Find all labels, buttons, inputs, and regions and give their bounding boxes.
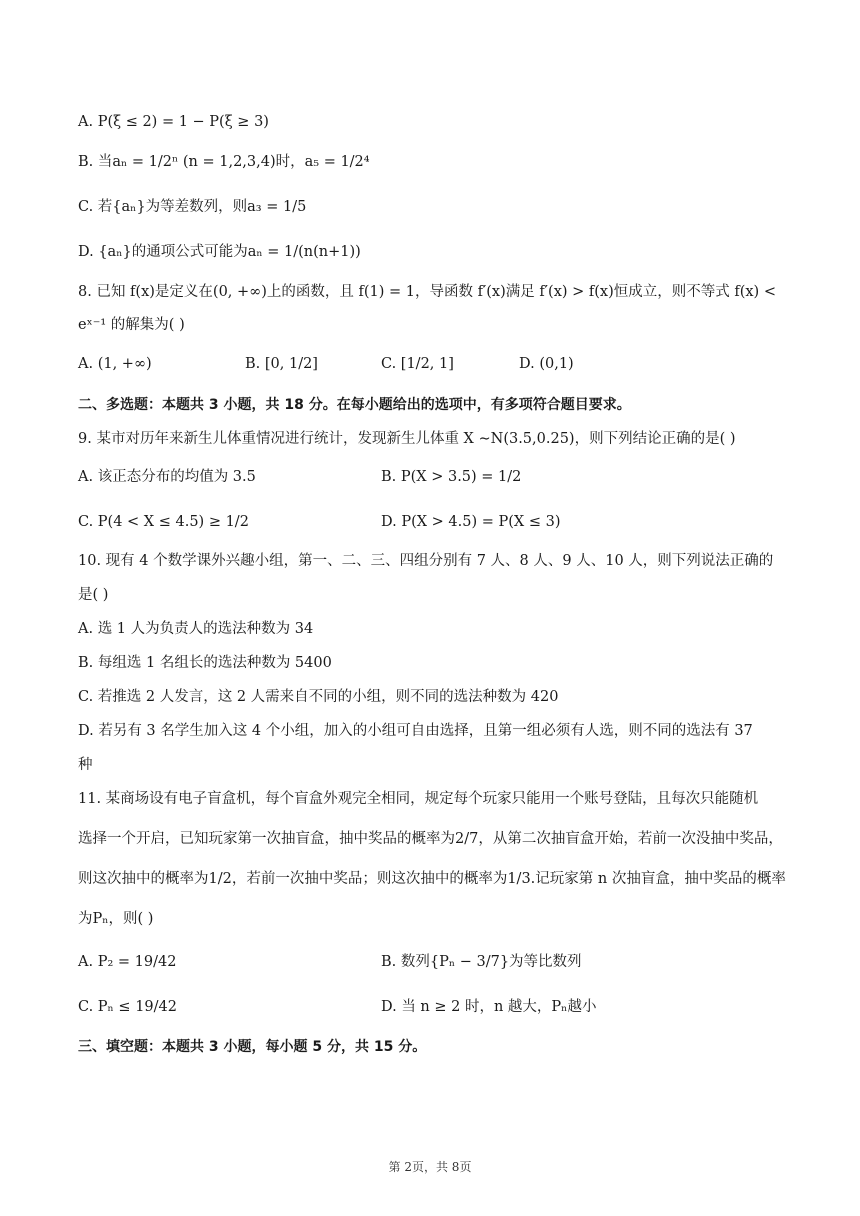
q9-stem: 9. 某市对历年来新生儿体重情况进行统计，发现新生儿体重 X ∼N(3.5,0.25)，则下列结论正确的是( ) bbox=[78, 431, 736, 447]
q11-stem-line1: 11. 某商场设有电子盲盒机，每个盲盒外观完全相同，规定每个玩家只能用一个账号登陆，且每次只能随机 bbox=[78, 791, 759, 807]
q11-option-a: A. P₂ = 19/42 bbox=[78, 954, 177, 970]
q10-option-b: B. 每组选 1 名组长的选法种数为 5400 bbox=[78, 655, 332, 671]
q11-stem-line4: 为Pₙ，则( ) bbox=[78, 911, 154, 927]
q11-stem-line3: 则这次抽中的概率为1/2，若前一次抽中奖品；则这次抽中的概率为1/3.记玩家第 n 次抽盲盒，抽中奖品的概率 bbox=[78, 871, 786, 887]
q7-option-d: D. {aₙ}的通项公式可能为aₙ = 1/(n(n+1)) bbox=[78, 244, 361, 260]
q8-stem-line1: 8. 已知 f(x)是定义在(0, +∞)上的函数，且 f(1) = 1，导函数 f′(x)满足 f′(x) > f(x)恒成立，则不等式 f(x) < bbox=[78, 284, 776, 300]
q8-option-d: D. (0,1) bbox=[519, 356, 574, 372]
section-heading-multiple-choice: 二、多选题：本题共 3 小题，共 18 分。在每小题给出的选项中，有多项符合题目要求。 bbox=[78, 397, 631, 413]
q10-stem-line2: 是( ) bbox=[78, 587, 109, 603]
q8-option-a: A. (1, +∞) bbox=[78, 356, 152, 372]
q10-stem-line1: 10. 现有 4 个数学课外兴趣小组，第一、二、三、四组分别有 7 人、8 人、9 人、10 人，则下列说法正确的 bbox=[78, 553, 774, 569]
q8-option-b: B. [0, 1/2] bbox=[245, 356, 318, 372]
q10-option-d-line1: D. 若另有 3 名学生加入这 4 个小组，加入的小组可自由选择，且第一组必须有人选，则不同的选法有 37 bbox=[78, 723, 753, 739]
q11-option-c: C. Pₙ ≤ 19/42 bbox=[78, 999, 177, 1015]
q8-option-c: C. [1/2, 1] bbox=[381, 356, 454, 372]
q8-stem-line2: eˣ⁻¹ 的解集为( ) bbox=[78, 317, 185, 333]
q10-option-d-line2: 种 bbox=[78, 757, 93, 773]
q9-option-c: C. P(4 < X ≤ 4.5) ≥ 1/2 bbox=[78, 514, 249, 530]
q10-option-c: C. 若推选 2 人发言，这 2 人需来自不同的小组，则不同的选法种数为 420 bbox=[78, 689, 559, 705]
q7-option-b: B. 当aₙ = 1/2ⁿ (n = 1,2,3,4)时，a₅ = 1/2⁴ bbox=[78, 154, 370, 170]
q7-option-a: A. P(ξ ≤ 2) = 1 − P(ξ ≥ 3) bbox=[78, 114, 269, 130]
q9-option-b: B. P(X > 3.5) = 1/2 bbox=[381, 469, 522, 485]
q9-option-a: A. 该正态分布的均值为 3.5 bbox=[78, 469, 256, 485]
q11-stem-line2: 选择一个开启，已知玩家第一次抽盲盒，抽中奖品的概率为2/7，从第二次抽盲盒开始，若前一次没抽中奖品， bbox=[78, 831, 783, 847]
section-heading-fill-in: 三、填空题：本题共 3 小题，每小题 5 分，共 15 分。 bbox=[78, 1039, 427, 1055]
q11-option-d: D. 当 n ≥ 2 时，n 越大，Pₙ越小 bbox=[381, 999, 597, 1015]
q9-option-d: D. P(X > 4.5) = P(X ≤ 3) bbox=[381, 514, 561, 530]
q11-option-b: B. 数列{Pₙ − 3/7}为等比数列 bbox=[381, 954, 582, 970]
q10-option-a: A. 选 1 人为负责人的选法种数为 34 bbox=[78, 621, 314, 637]
page-number: 第 2页，共 8页 bbox=[388, 1160, 472, 1174]
q7-option-c: C. 若{aₙ}为等差数列，则a₃ = 1/5 bbox=[78, 199, 307, 215]
